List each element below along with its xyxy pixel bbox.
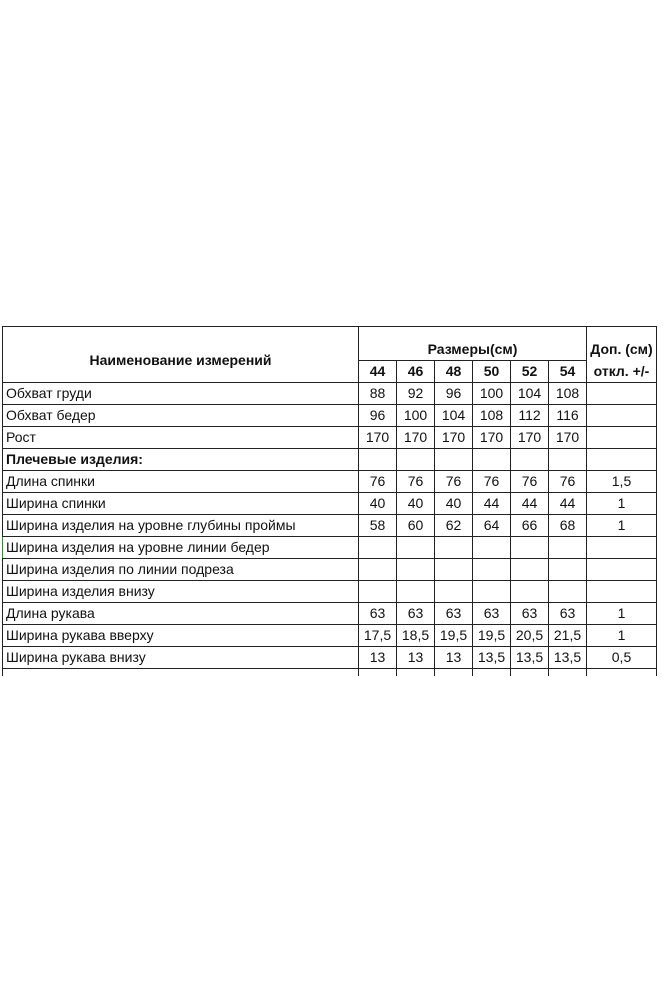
size-value-cell: 76: [511, 471, 549, 493]
size-value-cell: 13: [359, 647, 397, 669]
tolerance-cell: 1: [587, 625, 657, 647]
size-value-cell: [473, 449, 511, 471]
size-value-cell: 44: [473, 493, 511, 515]
size-value-cell: [511, 449, 549, 471]
size-header: 44: [359, 361, 397, 383]
size-value-cell: 58: [359, 515, 397, 537]
tolerance-cell: 0,5: [587, 647, 657, 669]
size-value-cell: 13: [397, 647, 435, 669]
size-value-cell: 13,5: [473, 647, 511, 669]
tolerance-cell: [587, 559, 657, 581]
measurement-label: Длина спинки: [3, 471, 359, 493]
table-row: [3, 383, 657, 405]
size-header: 50: [473, 361, 511, 383]
table-row: [3, 471, 657, 493]
measurement-label: Ширина изделия внизу: [3, 581, 359, 603]
size-value-cell: 68: [549, 515, 587, 537]
size-value-cell: [511, 537, 549, 559]
size-value-cell: 76: [435, 471, 473, 493]
header-tolerance-top: Доп. (см): [587, 339, 657, 361]
size-value-cell: 76: [359, 471, 397, 493]
table-row: [3, 603, 657, 625]
tolerance-cell: 1: [587, 603, 657, 625]
measurement-label: Ширина изделия на уровне линии бедер: [3, 537, 359, 559]
table-row: [3, 449, 657, 471]
table-row-partial: [3, 669, 657, 677]
header-spacer-row: [3, 327, 657, 340]
size-value-cell: [549, 559, 587, 581]
table-row: [3, 515, 657, 537]
size-value-cell: [397, 449, 435, 471]
tolerance-cell: [587, 383, 657, 405]
size-value-cell: 76: [549, 471, 587, 493]
size-value-cell: 66: [511, 515, 549, 537]
measurement-label: Плечевые изделия:: [3, 449, 359, 471]
size-value-cell: [473, 537, 511, 559]
measurement-label: Ширина рукава внизу: [3, 647, 359, 669]
size-value-cell: 104: [435, 405, 473, 427]
size-value-cell: 76: [397, 471, 435, 493]
size-value-cell: 100: [397, 405, 435, 427]
size-header: 54: [549, 361, 587, 383]
size-value-cell: 20,5: [511, 625, 549, 647]
size-value-cell: 112: [511, 405, 549, 427]
size-chart-sheet: [0, 326, 666, 676]
size-value-cell: [435, 537, 473, 559]
size-value-cell: 96: [359, 405, 397, 427]
size-value-cell: [435, 581, 473, 603]
tolerance-cell: 1,5: [587, 471, 657, 493]
size-value-cell: 40: [397, 493, 435, 515]
size-value-cell: 96: [435, 383, 473, 405]
size-value-cell: [549, 537, 587, 559]
table-row: [3, 559, 657, 581]
size-value-cell: [511, 559, 549, 581]
header-sizes-cell-top: [359, 327, 587, 340]
size-value-cell: 170: [473, 427, 511, 449]
size-value-cell: 170: [511, 427, 549, 449]
size-value-cell: [359, 449, 397, 471]
size-value-cell: [511, 581, 549, 603]
header-sizes-label: Размеры(см): [359, 339, 587, 361]
tolerance-cell: [587, 581, 657, 603]
size-value-cell: 44: [511, 493, 549, 515]
size-value-cell: 19,5: [435, 625, 473, 647]
size-value-cell: 60: [397, 515, 435, 537]
table-row: [3, 537, 657, 559]
size-value-cell: [397, 581, 435, 603]
measurement-label: Ширина изделия по линии подреза: [3, 559, 359, 581]
measurement-label: Рост: [3, 427, 359, 449]
size-value-cell: [435, 449, 473, 471]
header-tol-cell-top: [587, 327, 657, 340]
size-value-cell: 170: [435, 427, 473, 449]
header-row-1: [3, 339, 657, 361]
size-value-cell: 170: [397, 427, 435, 449]
size-value-cell: 63: [511, 603, 549, 625]
size-value-cell: 76: [473, 471, 511, 493]
size-value-cell: [549, 581, 587, 603]
size-value-cell: 116: [549, 405, 587, 427]
size-value-cell: 44: [549, 493, 587, 515]
tolerance-cell: [587, 537, 657, 559]
table-row: [3, 493, 657, 515]
header-measurement-name: Наименование измерений: [3, 339, 359, 383]
table-row: [3, 647, 657, 669]
table-body: [3, 383, 657, 669]
size-value-cell: 63: [549, 603, 587, 625]
size-value-cell: 64: [473, 515, 511, 537]
size-value-cell: 63: [435, 603, 473, 625]
size-value-cell: 170: [549, 427, 587, 449]
size-value-cell: 108: [473, 405, 511, 427]
table-row: [3, 405, 657, 427]
tolerance-cell: [587, 405, 657, 427]
table-row: [3, 427, 657, 449]
size-value-cell: [473, 581, 511, 603]
tolerance-cell: 1: [587, 515, 657, 537]
size-value-cell: [549, 449, 587, 471]
size-chart-table: [2, 326, 657, 676]
measurement-label: Обхват бедер: [3, 405, 359, 427]
size-value-cell: 40: [359, 493, 397, 515]
measurement-label: Ширина рукава вверху: [3, 625, 359, 647]
size-value-cell: 92: [397, 383, 435, 405]
size-value-cell: 108: [549, 383, 587, 405]
size-value-cell: [397, 537, 435, 559]
size-value-cell: 170: [359, 427, 397, 449]
size-value-cell: 63: [473, 603, 511, 625]
size-value-cell: 40: [435, 493, 473, 515]
size-value-cell: 63: [359, 603, 397, 625]
size-value-cell: 100: [473, 383, 511, 405]
size-value-cell: 63: [397, 603, 435, 625]
size-value-cell: [359, 537, 397, 559]
tolerance-cell: [587, 427, 657, 449]
table-row: [3, 625, 657, 647]
size-value-cell: 21,5: [549, 625, 587, 647]
size-value-cell: [359, 559, 397, 581]
size-header: 48: [435, 361, 473, 383]
tolerance-cell: 1: [587, 493, 657, 515]
measurement-label: Длина рукава: [3, 603, 359, 625]
size-value-cell: [435, 559, 473, 581]
header-tolerance-bottom: откл. +/-: [587, 361, 657, 383]
measurement-label: Обхват груди: [3, 383, 359, 405]
size-value-cell: 13: [435, 647, 473, 669]
size-value-cell: 19,5: [473, 625, 511, 647]
size-value-cell: [359, 581, 397, 603]
size-value-cell: [397, 559, 435, 581]
size-value-cell: [473, 559, 511, 581]
size-header: 52: [511, 361, 549, 383]
size-value-cell: 17,5: [359, 625, 397, 647]
measurement-label: Ширина спинки: [3, 493, 359, 515]
size-header: 46: [397, 361, 435, 383]
size-value-cell: 18,5: [397, 625, 435, 647]
size-value-cell: 104: [511, 383, 549, 405]
measurement-label: Ширина изделия на уровне глубины проймы: [3, 515, 359, 537]
table-row: [3, 581, 657, 603]
tolerance-cell: [587, 449, 657, 471]
size-value-cell: 13,5: [511, 647, 549, 669]
header-name-cell-top: [3, 327, 359, 340]
size-value-cell: 13,5: [549, 647, 587, 669]
size-value-cell: 62: [435, 515, 473, 537]
size-value-cell: 88: [359, 383, 397, 405]
